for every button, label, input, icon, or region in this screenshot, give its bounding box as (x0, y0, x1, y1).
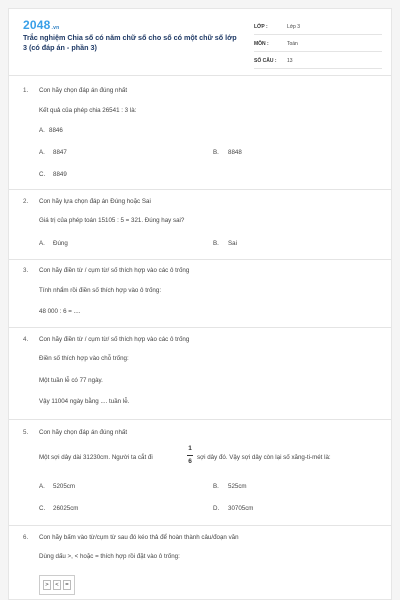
page-title: Trắc nghiệm Chia số có năm chữ số cho số có một chữ số lớp 3 (có đáp án - phần 3) (23, 33, 237, 52)
worksheet-page (8, 8, 392, 600)
question-divider (9, 189, 391, 190)
drag-chip-greater[interactable]: > (43, 580, 51, 590)
question-text: Tính nhẩm rồi điền số thích hợp vào ô trống: (39, 287, 162, 294)
answer-option[interactable]: 30705cm (228, 505, 254, 512)
answer-option[interactable]: 8848 (228, 149, 242, 156)
option-label: C. (39, 505, 46, 512)
meta-key: SỐ CÂU : (254, 58, 277, 64)
answer-option[interactable]: 8846 (49, 127, 63, 134)
meta-value: 13 (287, 58, 293, 64)
option-label: D. (213, 505, 220, 512)
question-divider (9, 327, 391, 328)
question-text: Một sợi dây dài 31230cm. Người ta cắt đi (39, 454, 153, 461)
fraction-bar (187, 455, 193, 456)
question-text: Kết quả của phép chia 26541 : 3 là: (39, 107, 137, 114)
question-text: Điền số thích hợp vào chỗ trống: (39, 355, 129, 362)
meta-row-class (254, 21, 382, 35)
question-divider (9, 419, 391, 420)
option-label: B. (213, 149, 219, 156)
meta-key: MÔN : (254, 41, 269, 47)
option-label: A. (39, 483, 45, 490)
fill-blank-text[interactable]: Vậy 11004 ngày bằng .... tuần lễ. (39, 398, 130, 405)
answer-option[interactable]: 8847 (53, 149, 67, 156)
header-divider (9, 75, 391, 76)
site-logo[interactable] (23, 18, 59, 32)
question-number: 5. (23, 429, 29, 436)
option-label: B. (213, 240, 219, 247)
option-label: A. (39, 149, 45, 156)
answer-option[interactable]: 525cm (228, 483, 247, 490)
meta-value: Lớp 3 (287, 24, 301, 30)
question-number: 6. (23, 534, 29, 541)
option-label: C. (39, 171, 46, 178)
question-text: Dùng dấu >, < hoặc = thích hợp rồi đặt vào ô trống: (39, 553, 180, 560)
fraction-denominator: 6 (188, 458, 192, 465)
drag-chip-equal[interactable]: = (63, 580, 71, 590)
answer-option[interactable]: Sai (228, 240, 237, 247)
question-instruction: Con hãy lựa chọn đáp án Đúng hoặc Sai (39, 198, 151, 205)
answer-option[interactable]: 8849 (53, 171, 67, 178)
question-instruction: Con hãy chọn đáp án đúng nhất (39, 87, 128, 94)
meta-info (254, 21, 382, 72)
option-label: A. (39, 127, 45, 134)
meta-key: LỚP : (254, 24, 268, 30)
drag-chip-less[interactable]: < (53, 580, 61, 590)
question-divider (9, 525, 391, 526)
question-text: Giá trị của phép toán 15105 : 5 = 321. Đúng hay sai? (39, 217, 185, 224)
question-instruction: Con hãy điền từ / cụm từ/ số thích hợp vào các ô trống (39, 336, 190, 343)
option-label: A. (39, 240, 45, 247)
question-instruction: Con hãy điền từ / cụm từ/ số thích hợp vào các ô trống (39, 267, 190, 274)
question-number: 3. (23, 267, 29, 274)
logo-text: 2048 (23, 18, 51, 32)
header (9, 9, 391, 75)
drag-source-box (39, 575, 75, 595)
question-instruction: Con hãy bấm vào từ/cụm từ sau đó kéo thả để hoàn thành câu/đoạn văn (39, 534, 239, 541)
fill-blank-text[interactable]: 48 000 : 6 = .... (39, 308, 81, 315)
option-label: B. (213, 483, 219, 490)
meta-row-subject (254, 38, 382, 52)
fraction-numerator: 1 (188, 445, 192, 452)
meta-row-count (254, 55, 382, 69)
question-number: 1. (23, 87, 29, 94)
question-divider (9, 259, 391, 260)
question-text: sợi dây đó. Vậy sợi dây còn lại số xăng-ti-mét là: (197, 454, 331, 461)
question-number: 4. (23, 336, 29, 343)
answer-option[interactable]: Đúng (53, 240, 68, 247)
logo-suffix: .vn (51, 25, 60, 31)
question-text: Một tuần lễ có 77 ngày. (39, 377, 103, 384)
answer-option[interactable]: 5205cm (53, 483, 76, 490)
question-instruction: Con hãy chọn đáp án đúng nhất (39, 429, 128, 436)
question-number: 2. (23, 198, 29, 205)
meta-value: Toán (287, 41, 298, 47)
answer-option[interactable]: 26025cm (53, 505, 79, 512)
